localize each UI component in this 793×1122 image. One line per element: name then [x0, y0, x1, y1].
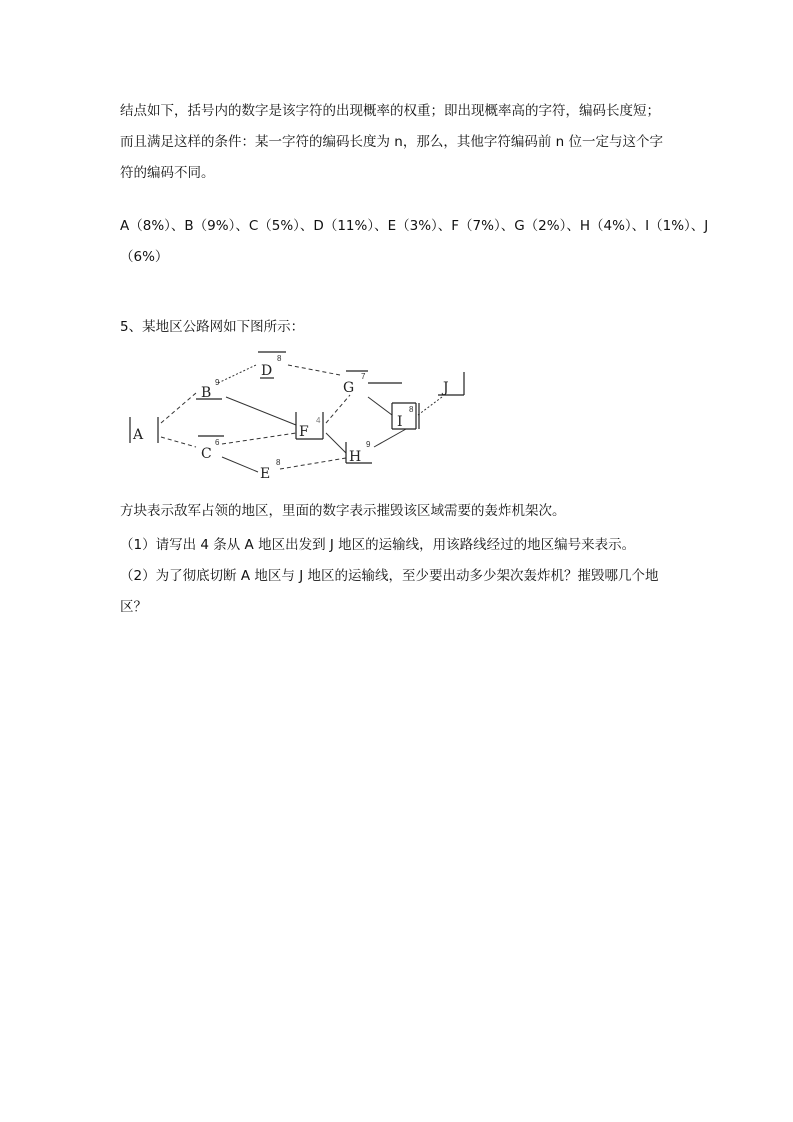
sub-question-2-line: （2）为了彻底切断 A 地区与 J 地区的运输线，至少要出动多少架次轰炸机？摧毁哪几个地 — [120, 568, 659, 584]
node-a-label: A — [133, 427, 144, 443]
node-f — [296, 412, 323, 440]
edge-f-h — [326, 433, 346, 453]
node-e-label: E — [260, 466, 271, 482]
sub-question-1: （1）请写出 4 条从 A 地区出发到 J 地区的运输线，用该路线经过的地区编号来表示。 — [120, 537, 636, 553]
edge-e-h — [280, 458, 346, 469]
node-c-label: C — [201, 446, 212, 462]
edge-d-g — [288, 365, 340, 375]
node-b — [196, 378, 222, 401]
node-h-weight: 9 — [366, 440, 371, 449]
edge-a-b — [161, 393, 196, 423]
question-5-title: 5、某地区公路网如下图所示： — [120, 319, 305, 335]
node-h — [346, 440, 372, 465]
node-i-weight: 8 — [409, 405, 414, 414]
explanation-text: 方块表示敌军占领的地区，里面的数字表示摧毁该区域需要的轰炸机架次。 — [120, 503, 566, 519]
node-i — [392, 403, 419, 430]
intro-line: 而且满足这样的条件：某一字符的编码长度为 n，那么，其他字符编码前 n 位一定与这个字 — [120, 134, 663, 150]
frequency-paragraph — [120, 211, 709, 273]
node-c-weight: 6 — [215, 438, 220, 447]
node-i-label: I — [397, 414, 403, 430]
road-network-diagram — [118, 345, 478, 493]
node-d-weight: 8 — [277, 354, 282, 363]
frequency-line: （6%） — [120, 249, 169, 265]
intro-line: 结点如下，括号内的数字是该字符的出现概率的权重；即出现概率高的字符，编码长度短； — [120, 103, 660, 119]
node-f-weight: 4 — [316, 416, 321, 425]
intro-paragraph — [120, 96, 680, 189]
node-a — [130, 417, 158, 443]
node-d-label: D — [261, 363, 273, 379]
node-e-weight: 8 — [276, 458, 281, 467]
node-g-label: G — [343, 380, 355, 396]
sub-question-2 — [120, 561, 680, 623]
edge-a-c — [161, 437, 196, 447]
edge-c-e — [222, 457, 258, 472]
edge-h-i — [374, 429, 406, 447]
edge-i-j — [418, 397, 442, 415]
edge-b-d — [218, 365, 256, 383]
node-e — [260, 458, 281, 482]
frequency-line: A（8%）、B（9%）、C（5%）、D（11%）、E（3%）、F（7%）、G（2%）、H（4%）、I（1%）、J — [120, 218, 709, 234]
node-g-weight: 7 — [361, 372, 366, 381]
node-j-label: J — [443, 380, 449, 396]
intro-line: 符的编码不同。 — [120, 165, 215, 181]
node-f-label: F — [299, 424, 309, 440]
node-b-weight: 9 — [215, 378, 220, 387]
node-c — [198, 436, 224, 462]
node-g — [343, 371, 402, 396]
node-h-label: H — [349, 449, 362, 465]
edge-f-g — [326, 395, 350, 423]
node-d — [258, 352, 286, 379]
node-b-label: B — [201, 385, 212, 401]
edge-g-i — [368, 397, 392, 415]
edge-b-f — [226, 397, 296, 425]
node-j — [438, 372, 464, 396]
sub-question-2-line: 区？ — [120, 599, 147, 615]
edge-c-f — [222, 433, 296, 444]
